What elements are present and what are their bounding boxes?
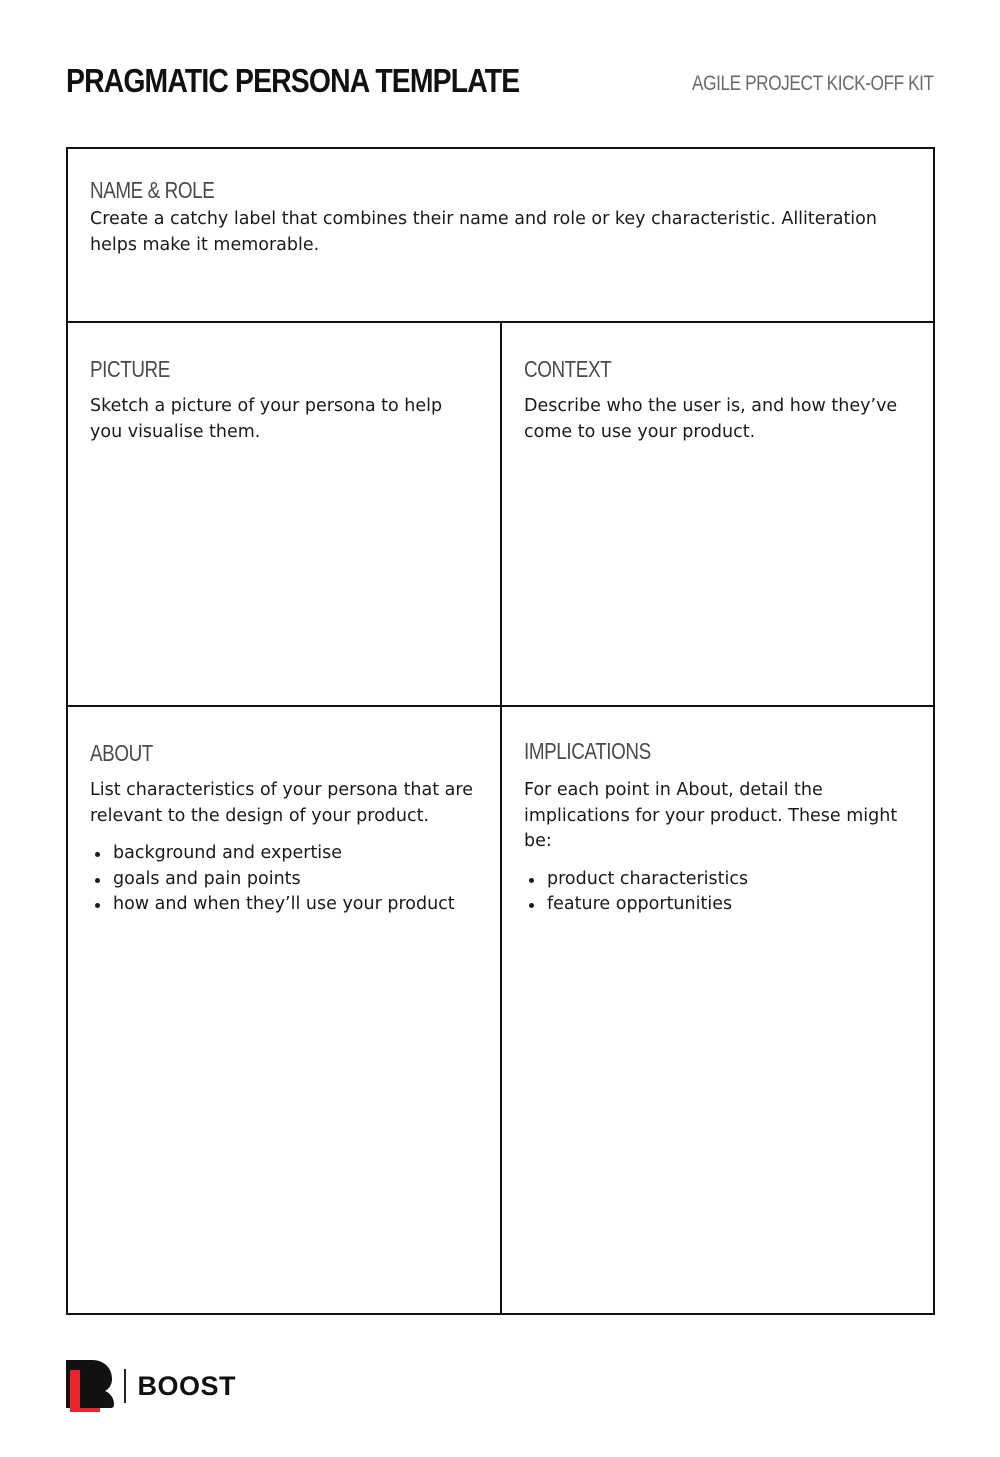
kit-label: AGILE PROJECT KICK-OFF KIT <box>692 72 934 95</box>
implications-bullet-list <box>524 867 909 918</box>
list-item <box>524 892 909 918</box>
about-bullet-text: goals and pain points <box>113 868 301 889</box>
brand-wordmark: BOOST <box>137 1370 237 1401</box>
page-title: PRAGMATIC PERSONA TEMPLATE <box>66 62 520 99</box>
bullet-icon <box>529 878 534 883</box>
bullet-icon <box>95 903 100 908</box>
implications-text: For each point in About, detail the implications for your product. These might be: <box>524 780 898 851</box>
about-heading: ABOUT <box>90 740 153 766</box>
about-bullet-text: background and expertise <box>113 843 343 863</box>
cell-context[interactable] <box>524 356 909 445</box>
name-role-text: Create a catchy label that combines their name and role or key characteristic. Alliteration helps make it memorable. <box>90 209 877 255</box>
list-item <box>90 892 485 918</box>
divider-vertical <box>500 321 502 1313</box>
list-item <box>90 867 485 893</box>
implications-bullet-text: product characteristics <box>547 868 749 889</box>
about-bullet-text: how and when they’ll use your product <box>113 894 455 914</box>
list-item <box>524 867 909 893</box>
logo-divider <box>124 1369 126 1403</box>
name-role-heading: NAME & ROLE <box>90 177 215 203</box>
bullet-icon <box>95 878 100 883</box>
context-heading: CONTEXT <box>524 356 612 382</box>
about-text: List characteristics of your persona that are relevant to the design of your product. <box>90 780 473 826</box>
boost-logo <box>66 1360 236 1412</box>
context-text: Describe who the user is, and how they’ve come to use your product. <box>524 396 898 442</box>
picture-text: Sketch a picture of your persona to help you visualise them. <box>90 396 443 442</box>
about-bullet-list <box>90 841 485 918</box>
persona-grid <box>66 147 935 1315</box>
picture-heading: PICTURE <box>90 356 170 382</box>
cell-implications[interactable] <box>524 738 909 918</box>
implications-bullet-text: feature opportunities <box>547 894 733 914</box>
list-item <box>90 841 485 867</box>
boost-b-logo-icon <box>66 1360 114 1412</box>
bullet-icon <box>95 852 100 857</box>
cell-name-role[interactable] <box>90 177 900 258</box>
implications-heading: IMPLICATIONS <box>524 738 651 764</box>
bullet-icon <box>529 903 534 908</box>
cell-picture[interactable] <box>90 356 475 445</box>
cell-about[interactable] <box>90 740 485 918</box>
